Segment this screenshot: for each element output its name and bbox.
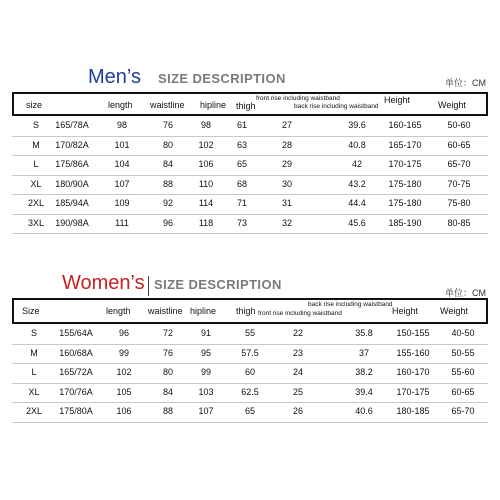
cell-front-rise: 30 [281, 178, 293, 189]
cell-length: 99 [118, 347, 130, 358]
cell-body-type: 185/94A [55, 198, 89, 208]
cell-weight: 65-70 [451, 406, 475, 416]
cell-length: 102 [116, 367, 132, 377]
cell-front-rise: 31 [281, 198, 293, 208]
mens-header-row [12, 92, 488, 116]
cell-back-rise: 45.6 [348, 217, 366, 228]
cell-weight: 60-65 [451, 386, 475, 397]
cell-body-type: 160/68A [59, 347, 93, 358]
header-hipline: hipline [190, 306, 217, 316]
mens-title-row [0, 66, 500, 92]
womens-unit-label: 单位：CM [445, 288, 486, 298]
cell-weight: 75-80 [447, 198, 471, 208]
womens-section [0, 272, 500, 416]
cell-hipline: 106 [198, 159, 214, 169]
cell-hipline: 102 [198, 139, 214, 150]
cell-size: 2XL [25, 406, 43, 416]
table-row [12, 324, 488, 345]
cell-body-type: 155/64A [59, 328, 93, 338]
cell-waistline: 88 [162, 406, 174, 416]
cell-weight: 55-60 [451, 367, 475, 377]
header-size: Size [22, 306, 40, 316]
cell-weight: 50-55 [451, 347, 475, 358]
cell-front-rise: 32 [281, 217, 293, 228]
cell-size: M [32, 139, 40, 150]
cell-front-rise: 26 [292, 406, 304, 416]
cell-thigh: 57.5 [241, 347, 259, 358]
header-weight: Weight [440, 306, 468, 316]
cell-waistline: 80 [162, 139, 174, 150]
cell-weight: 70-75 [447, 178, 471, 189]
cell-body-type: 180/90A [55, 178, 89, 189]
cell-weight: 65-70 [447, 159, 471, 169]
cell-height: 185-190 [388, 217, 422, 228]
title-separator [148, 276, 149, 296]
cell-hipline: 107 [198, 406, 214, 416]
cell-front-rise: 23 [292, 347, 304, 358]
header-front-rise: front rise including waistband [258, 310, 342, 317]
cell-back-rise: 44.4 [348, 198, 366, 208]
cell-weight: 40-50 [451, 328, 475, 338]
table-row [12, 136, 488, 157]
womens-title-row [0, 272, 500, 298]
table-row [12, 214, 488, 235]
cell-height: 170-175 [396, 386, 430, 397]
cell-height: 160-170 [396, 367, 430, 377]
cell-waistline: 88 [162, 178, 174, 189]
table-row [12, 116, 488, 137]
mens-size-description: SIZE DESCRIPTION [158, 71, 286, 86]
header-hipline: hipline [200, 100, 227, 110]
cell-back-rise: 40.6 [355, 406, 373, 416]
mens-title: Men’s [88, 66, 141, 88]
header-weight: Weight [438, 100, 466, 110]
cell-waistline: 92 [162, 198, 174, 208]
cell-waistline: 80 [162, 367, 174, 377]
cell-front-rise: 27 [281, 120, 293, 130]
cell-length: 106 [116, 406, 132, 416]
cell-height: 175-180 [388, 198, 422, 208]
cell-hipline: 98 [200, 120, 212, 130]
header-length: length [108, 100, 133, 110]
cell-size: L [31, 367, 37, 377]
cell-waistline: 76 [162, 347, 174, 358]
cell-back-rise: 40.8 [348, 139, 366, 150]
cell-hipline: 99 [200, 367, 212, 377]
cell-size: XL [28, 386, 40, 397]
header-size: size [26, 100, 43, 110]
header-front-rise: front rise including waistband [256, 95, 340, 102]
cell-body-type: 165/72A [59, 367, 93, 377]
cell-thigh: 63 [236, 139, 248, 150]
header-height: Height [392, 306, 419, 316]
cell-body-type: 175/86A [55, 159, 89, 169]
header-back-rise: back rise including waistband [294, 103, 379, 110]
cell-thigh: 61 [236, 120, 248, 130]
cell-back-rise: 43.2 [348, 178, 366, 189]
cell-body-type: 190/98A [55, 217, 89, 228]
mens-unit-label: 单位：CM [445, 78, 486, 88]
cell-hipline: 91 [200, 328, 212, 338]
cell-body-type: 165/78A [55, 120, 89, 130]
header-length: length [106, 306, 131, 316]
cell-back-rise: 35.8 [355, 328, 373, 338]
womens-header-row [12, 298, 488, 324]
header-waistline: waistline [150, 100, 185, 110]
cell-size: 3XL [27, 217, 45, 228]
cell-back-rise: 39.6 [348, 120, 366, 130]
cell-weight: 80-85 [447, 217, 471, 228]
cell-length: 101 [114, 139, 130, 150]
cell-waistline: 96 [162, 217, 174, 228]
cell-size: M [30, 347, 38, 358]
cell-front-rise: 25 [292, 386, 304, 397]
cell-thigh: 60 [244, 367, 256, 377]
cell-back-rise: 39.4 [355, 386, 373, 397]
cell-front-rise: 24 [292, 367, 304, 377]
cell-height: 155-160 [396, 347, 430, 358]
cell-length: 104 [114, 159, 130, 169]
cell-size: S [32, 120, 40, 130]
header-thigh: thigh [236, 101, 256, 111]
cell-hipline: 103 [198, 386, 214, 397]
cell-front-rise: 29 [281, 159, 293, 169]
cell-length: 98 [116, 120, 128, 130]
table-row [12, 363, 488, 384]
cell-size: 2XL [27, 198, 45, 208]
cell-size: L [33, 159, 39, 169]
table-row [12, 402, 488, 423]
cell-height: 165-170 [388, 139, 422, 150]
cell-waistline: 72 [162, 328, 174, 338]
cell-weight: 50-60 [447, 120, 471, 130]
cell-thigh: 71 [236, 198, 248, 208]
cell-height: 180-185 [396, 406, 430, 416]
cell-front-rise: 28 [281, 139, 293, 150]
cell-height: 150-155 [396, 328, 430, 338]
table-row [12, 383, 488, 404]
cell-waistline: 84 [162, 386, 174, 397]
cell-thigh: 62.5 [241, 386, 259, 397]
cell-thigh: 65 [244, 406, 256, 416]
mens-section [0, 66, 500, 228]
cell-thigh: 68 [236, 178, 248, 189]
cell-thigh: 55 [244, 328, 256, 338]
cell-back-rise: 37 [358, 347, 370, 358]
cell-length: 96 [118, 328, 130, 338]
cell-hipline: 110 [198, 178, 214, 189]
cell-length: 111 [115, 217, 129, 228]
cell-size: S [30, 328, 38, 338]
cell-body-type: 175/80A [59, 406, 93, 416]
header-waistline: waistline [148, 306, 183, 316]
cell-hipline: 118 [198, 217, 214, 228]
cell-hipline: 114 [198, 198, 214, 208]
cell-length: 107 [114, 178, 130, 189]
cell-length: 105 [116, 386, 132, 397]
header-left-bar [12, 94, 14, 114]
cell-hipline: 95 [200, 347, 212, 358]
cell-thigh: 73 [236, 217, 248, 228]
header-right-bar [486, 94, 488, 114]
header-left-bar [12, 300, 14, 322]
cell-back-rise: 38.2 [355, 367, 373, 377]
header-back-rise: back rise including waistband [308, 301, 393, 308]
womens-size-description: SIZE DESCRIPTION [154, 277, 282, 292]
cell-height: 170-175 [388, 159, 422, 169]
header-height: Height [384, 95, 411, 105]
cell-height: 160-165 [388, 120, 422, 130]
cell-weight: 60-65 [447, 139, 471, 150]
header-right-bar [486, 300, 488, 322]
cell-thigh: 65 [236, 159, 248, 169]
table-row [12, 155, 488, 176]
cell-height: 175-180 [388, 178, 422, 189]
table-row [12, 194, 488, 215]
cell-size: XL [30, 178, 42, 189]
cell-waistline: 84 [162, 159, 174, 169]
cell-body-type: 170/82A [55, 139, 89, 150]
cell-back-rise: 42 [351, 159, 363, 169]
cell-length: 109 [114, 198, 130, 208]
table-row [12, 344, 488, 365]
table-row [12, 175, 488, 196]
header-thigh: thigh [236, 306, 256, 316]
cell-waistline: 76 [162, 120, 174, 130]
cell-body-type: 170/76A [59, 386, 93, 397]
womens-title: Women’s [62, 272, 145, 294]
cell-front-rise: 22 [292, 328, 304, 338]
